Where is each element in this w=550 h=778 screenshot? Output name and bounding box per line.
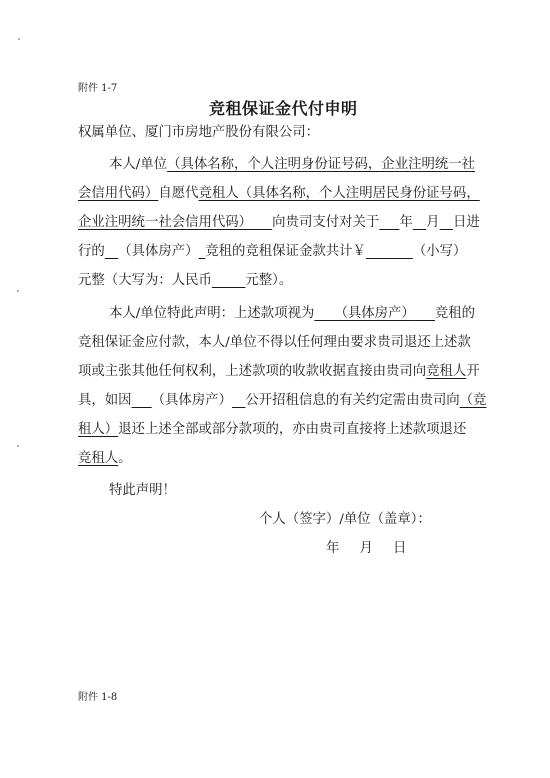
paragraph-line: 本人/单位特此声明：上述款项视为 （具体房产） 竞租的 [109,306,476,321]
scan-speck [17,445,19,447]
paragraph-line: 竞租人。 [78,451,132,466]
signature-line: 个人（签字）/单位（盖章）： [259,512,431,527]
date-year: 年 [326,541,340,556]
paragraph-line: 本人/单位（具体名称，个人注明身份证号码，企业注明统一社 [109,157,476,172]
annex-label-bottom: 附件 1-8 [78,692,118,703]
paragraph-line: 元整（大写为：人民币 元整）。 [78,273,293,288]
scan-speck [17,290,19,292]
paragraph-line: 竞租保证金应付款，本人/单位不得以任何理由要求贵司退还上述款 [78,335,471,350]
paragraph-line: 具，如因 （具体房产） 公开招租信息的有关约定需由贵司向（竞 [78,393,487,408]
annex-label-top: 附件 1-7 [78,83,118,94]
addressee: 权属单位、厦门市房地产股份有限公司： [78,125,320,140]
paragraph-line: 项或主张其他任何权利，上述款项的收款收据直接由贵司向竞租人开 [78,364,480,379]
closing-statement: 特此声明！ [109,483,176,498]
paragraph-line: 行的 （具体房产） 竞租的竞租保证金款共计￥ （小写） [78,244,467,259]
date-day: 日 [392,541,407,556]
date-month: 月 [359,541,373,556]
paragraph-line: 租人）退还上述全部或部分款项的，亦由贵司直接将上述款项退还 [78,422,467,437]
scan-speck [18,38,20,40]
document-title: 竞租保证金代付申明 [209,99,358,118]
date-line [326,540,406,557]
paragraph-line: 会信用代码）自愿代竞租人（具体名称，个人注明居民身份证号码， [78,186,480,201]
paragraph-line: 企业注明统一社会信用代码） 向贵司支付对关于 年 月 日进 [78,215,480,230]
